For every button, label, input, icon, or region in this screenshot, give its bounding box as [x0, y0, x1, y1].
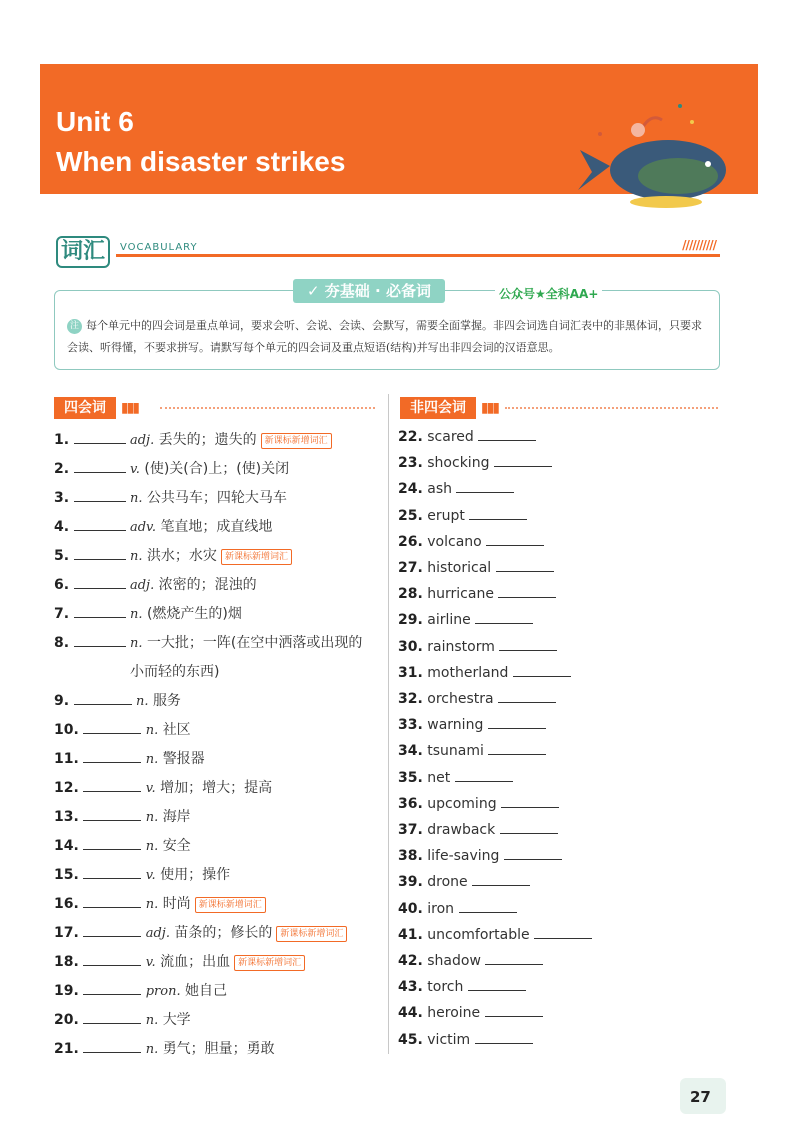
- word-row: [54, 980, 227, 1000]
- item-number: 14.: [54, 838, 79, 854]
- item-number: 9.: [54, 693, 70, 709]
- answer-blank: [488, 716, 546, 729]
- vocabulary-en-label: VOCABULARY: [120, 242, 198, 253]
- item-number: 18.: [54, 954, 79, 970]
- part-of-speech: n.: [145, 897, 159, 912]
- english-word: uncomfortable: [427, 926, 530, 943]
- new-word-badge: 新课标新增词汇: [221, 549, 292, 565]
- answer-blank: [83, 721, 141, 734]
- word-row: [398, 873, 530, 890]
- english-word: ash: [427, 481, 453, 498]
- item-number: 39.: [398, 874, 423, 891]
- item-number: 29.: [398, 612, 423, 629]
- word-row: [54, 951, 305, 971]
- item-number: 31.: [398, 664, 423, 681]
- part-of-speech: n.: [145, 752, 159, 767]
- english-word: drawback: [427, 822, 496, 838]
- item-number: 36.: [398, 795, 423, 812]
- part-of-speech: n.: [145, 1042, 159, 1057]
- word-meaning: 笔直地；成直线地: [160, 519, 273, 535]
- word-row: [398, 638, 557, 655]
- instruction-tab: ✓ 夯基础 · 必备词: [293, 279, 445, 303]
- word-meaning: 使用；操作: [160, 867, 231, 883]
- item-number: 2.: [54, 461, 70, 477]
- answer-blank: [468, 978, 526, 991]
- english-word: torch: [427, 979, 464, 996]
- answer-blank: [500, 821, 558, 834]
- english-word: upcoming: [427, 795, 497, 812]
- word-row: [398, 716, 546, 733]
- answer-blank: [456, 480, 514, 493]
- english-word: motherland: [427, 664, 509, 681]
- word-row: [398, 978, 526, 995]
- word-meaning: 公共马车；四轮大马车: [146, 490, 287, 506]
- part-of-speech: n.: [145, 839, 159, 854]
- part-of-speech: v.: [145, 781, 156, 796]
- english-word: warning: [427, 717, 484, 734]
- answer-blank: [513, 664, 571, 677]
- item-number: 10.: [54, 722, 79, 738]
- column-divider: [388, 394, 389, 1054]
- item-number: 38.: [398, 848, 423, 865]
- word-row: [398, 611, 533, 628]
- english-word: drone: [427, 874, 468, 891]
- unit-number: Unit 6: [56, 106, 134, 137]
- english-word: iron: [427, 900, 455, 917]
- word-meaning: 勇气；胆量；勇敢: [162, 1041, 275, 1057]
- item-number: 45.: [398, 1031, 423, 1048]
- part-of-speech: n.: [135, 694, 149, 709]
- answer-blank: [83, 1011, 141, 1024]
- item-number: 19.: [54, 983, 79, 999]
- item-number: 15.: [54, 867, 79, 883]
- tag-bars-icon: ▮▮▮: [480, 400, 498, 416]
- page-number: 27: [690, 1088, 711, 1106]
- answer-blank: [498, 690, 556, 703]
- answer-blank: [74, 634, 126, 647]
- answer-blank: [475, 1031, 533, 1044]
- word-row: [398, 742, 546, 759]
- other-word-list: [398, 428, 718, 1058]
- note-icon: 注: [67, 319, 82, 334]
- english-word: heroine: [427, 1005, 481, 1022]
- word-row: [398, 507, 527, 524]
- word-meaning: 时尚: [162, 896, 191, 912]
- answer-blank: [494, 454, 552, 467]
- word-row: [398, 952, 543, 969]
- answer-blank: [74, 460, 126, 473]
- answer-blank: [74, 489, 126, 502]
- word-row: [398, 533, 544, 550]
- item-number: 8.: [54, 635, 70, 651]
- word-row: [54, 574, 257, 594]
- vocabulary-cn-label: 词汇: [56, 236, 110, 268]
- english-word: net: [427, 769, 451, 786]
- word-row: [398, 900, 517, 917]
- section-tag-core-words: [54, 397, 138, 419]
- word-row: [398, 821, 558, 838]
- item-number: 6.: [54, 577, 70, 593]
- word-row: [398, 1031, 533, 1048]
- word-row: [54, 632, 362, 652]
- word-row: [54, 429, 332, 449]
- item-number: 12.: [54, 780, 79, 796]
- part-of-speech: pron.: [145, 984, 181, 999]
- part-of-speech: n.: [129, 491, 143, 506]
- word-row: [398, 585, 556, 602]
- word-row: [54, 835, 191, 855]
- answer-blank: [475, 611, 533, 624]
- word-meaning: 丢失的；遗失的: [158, 432, 257, 448]
- section-tag-other-words-label: 非四会词: [410, 400, 466, 416]
- word-meaning: 一大批；一阵(在空中洒落或出现的: [146, 635, 363, 651]
- new-word-badge: 新课标新增词汇: [276, 926, 347, 942]
- english-word: tsunami: [427, 743, 484, 760]
- answer-blank: [83, 808, 141, 821]
- section-tag-other-words: [400, 397, 498, 419]
- answer-blank: [499, 638, 557, 651]
- answer-blank: [485, 1004, 543, 1017]
- answer-blank: [498, 585, 556, 598]
- word-meaning: 小而轻的东西): [130, 664, 220, 680]
- word-row: [54, 893, 266, 913]
- whale-illustration: [570, 92, 740, 222]
- answer-blank: [459, 900, 517, 913]
- instruction-text: 每个单元中的四会词是重点单词，要求会听、会说、会读、会默写，需要全面掌握。非四会词选自词汇表中的非黑体词，只要求会读、听得懂，不要求拼写。请默写每个单元的四会词及重点短语(结构)并写出非四会词的汉语意思。: [67, 319, 702, 354]
- word-meaning: 海岸: [162, 809, 191, 825]
- english-word: erupt: [427, 507, 465, 524]
- answer-blank: [83, 982, 141, 995]
- word-row: [54, 661, 219, 681]
- answer-blank: [472, 873, 530, 886]
- answer-blank: [83, 866, 141, 879]
- english-word: shocking: [427, 455, 490, 472]
- english-word: victim: [427, 1031, 471, 1048]
- part-of-speech: n.: [129, 549, 143, 564]
- item-number: 37.: [398, 822, 423, 838]
- word-meaning: 苗条的；修长的: [174, 925, 273, 941]
- answer-blank: [83, 953, 141, 966]
- item-number: 44.: [398, 1005, 423, 1022]
- word-meaning: (使)关(合)上；(使)关闭: [144, 461, 290, 477]
- item-number: 4.: [54, 519, 70, 535]
- word-row: [54, 458, 289, 478]
- item-number: 16.: [54, 896, 79, 912]
- word-row: [54, 777, 272, 797]
- item-number: 33.: [398, 717, 423, 734]
- word-row: [54, 719, 191, 739]
- answer-blank: [469, 507, 527, 520]
- part-of-speech: v.: [129, 462, 140, 477]
- answer-blank: [74, 605, 126, 618]
- answer-blank: [534, 926, 592, 939]
- item-number: 27.: [398, 560, 423, 576]
- english-word: orchestra: [427, 691, 494, 707]
- core-word-list: [54, 429, 384, 1059]
- word-row: [54, 516, 272, 536]
- word-row: [398, 926, 592, 943]
- word-row: [398, 480, 514, 497]
- item-number: 5.: [54, 548, 70, 564]
- item-number: 28.: [398, 586, 423, 603]
- word-row: [54, 1038, 275, 1058]
- word-meaning: (燃烧产生的)烟: [146, 606, 242, 622]
- instruction-box: [54, 282, 720, 370]
- item-number: 43.: [398, 979, 423, 996]
- unit-name: When disaster strikes: [56, 146, 346, 177]
- item-number: 11.: [54, 751, 79, 767]
- word-meaning: 洪水；水灾: [146, 548, 217, 564]
- word-meaning: 她自己: [185, 983, 228, 999]
- vocabulary-header: [56, 234, 720, 270]
- part-of-speech: adj.: [129, 433, 155, 448]
- answer-blank: [504, 847, 562, 860]
- tag-bars-icon: ▮▮▮: [120, 400, 138, 416]
- word-row: [54, 487, 287, 507]
- item-number: 24.: [398, 481, 423, 498]
- word-row: [54, 1009, 191, 1029]
- part-of-speech: adj.: [145, 926, 170, 941]
- unit-title: [56, 102, 345, 182]
- word-row: [54, 748, 205, 768]
- english-word: life-saving: [427, 848, 500, 865]
- part-of-speech: n.: [145, 1013, 159, 1028]
- word-row: [54, 690, 181, 710]
- word-row: [54, 603, 242, 623]
- word-row: [54, 545, 292, 565]
- word-row: [398, 1004, 543, 1021]
- new-word-badge: 新课标新增词汇: [261, 433, 332, 449]
- instruction-tab-label: 夯基础 · 必备词: [324, 282, 431, 300]
- word-row: [398, 428, 536, 445]
- new-word-badge: 新课标新增词汇: [195, 897, 266, 913]
- answer-blank: [485, 952, 543, 965]
- english-word: rainstorm: [427, 638, 495, 655]
- word-row: [398, 795, 559, 812]
- answer-blank: [83, 750, 141, 763]
- english-word: hurricane: [427, 586, 494, 603]
- word-meaning: 大学: [162, 1012, 191, 1028]
- item-number: 26.: [398, 533, 423, 550]
- item-number: 40.: [398, 900, 423, 917]
- english-word: airline: [427, 612, 471, 629]
- word-meaning: 服务: [152, 693, 181, 709]
- answer-blank: [74, 547, 126, 560]
- answer-blank: [486, 533, 544, 546]
- word-meaning: 增加；增大；提高: [160, 780, 273, 796]
- part-of-speech: n.: [129, 636, 143, 651]
- dotted-rule-left: [160, 407, 375, 409]
- part-of-speech: n.: [145, 723, 159, 738]
- word-meaning: 社区: [162, 722, 191, 738]
- item-number: 25.: [398, 507, 423, 524]
- answer-blank: [83, 779, 141, 792]
- answer-blank: [455, 769, 513, 782]
- item-number: 35.: [398, 769, 423, 786]
- section-tag-core-words-label: 四会词: [64, 400, 106, 416]
- english-word: volcano: [427, 533, 482, 550]
- item-number: 34.: [398, 743, 423, 760]
- part-of-speech: adj.: [129, 578, 155, 593]
- new-word-badge: 新课标新增词汇: [234, 955, 305, 971]
- part-of-speech: adv.: [129, 520, 156, 535]
- item-number: 20.: [54, 1012, 79, 1028]
- english-word: shadow: [427, 953, 481, 969]
- word-meaning: 安全: [162, 838, 191, 854]
- dotted-rule-right: [505, 407, 718, 409]
- word-row: [54, 864, 230, 884]
- instruction-text-block: [67, 315, 707, 359]
- item-number: 30.: [398, 638, 423, 655]
- answer-blank: [83, 1040, 141, 1053]
- header-stripes: //////////: [682, 238, 716, 252]
- header-rule: [116, 254, 720, 257]
- answer-blank: [501, 795, 559, 808]
- item-number: 7.: [54, 606, 70, 622]
- answer-blank: [83, 837, 141, 850]
- word-meaning: 浓密的；混浊的: [158, 577, 257, 593]
- word-row: [54, 922, 347, 942]
- item-number: 13.: [54, 809, 79, 825]
- item-number: 41.: [398, 926, 423, 943]
- answer-blank: [74, 576, 126, 589]
- part-of-speech: n.: [129, 607, 143, 622]
- item-number: 1.: [54, 432, 70, 448]
- part-of-speech: n.: [145, 810, 159, 825]
- item-number: 22.: [398, 429, 423, 445]
- item-number: 23.: [398, 455, 423, 472]
- word-row: [398, 847, 562, 864]
- item-number: 3.: [54, 490, 70, 506]
- english-word: scared: [427, 429, 474, 445]
- word-row: [398, 454, 552, 471]
- word-row: [398, 664, 571, 681]
- word-meaning: 流血；出血: [160, 954, 231, 970]
- word-row: [54, 806, 191, 826]
- english-word: historical: [427, 560, 492, 576]
- word-meaning: 警报器: [162, 751, 205, 767]
- answer-blank: [74, 518, 126, 531]
- answer-blank: [496, 559, 554, 572]
- part-of-speech: v.: [145, 955, 156, 970]
- answer-blank: [488, 742, 546, 755]
- word-row: [398, 690, 556, 707]
- answer-blank: [83, 895, 141, 908]
- item-number: 32.: [398, 691, 423, 707]
- answer-blank: [74, 431, 126, 444]
- item-number: 42.: [398, 953, 423, 969]
- answer-blank: [83, 924, 141, 937]
- answer-blank: [478, 428, 536, 441]
- part-of-speech: v.: [145, 868, 156, 883]
- word-row: [398, 769, 513, 786]
- item-number: 17.: [54, 925, 79, 941]
- word-row: [398, 559, 554, 576]
- watermark-text: 公众号★全科AA+: [495, 285, 602, 302]
- answer-blank: [74, 692, 132, 705]
- page-number-box: [680, 1078, 726, 1114]
- item-number: 21.: [54, 1041, 79, 1057]
